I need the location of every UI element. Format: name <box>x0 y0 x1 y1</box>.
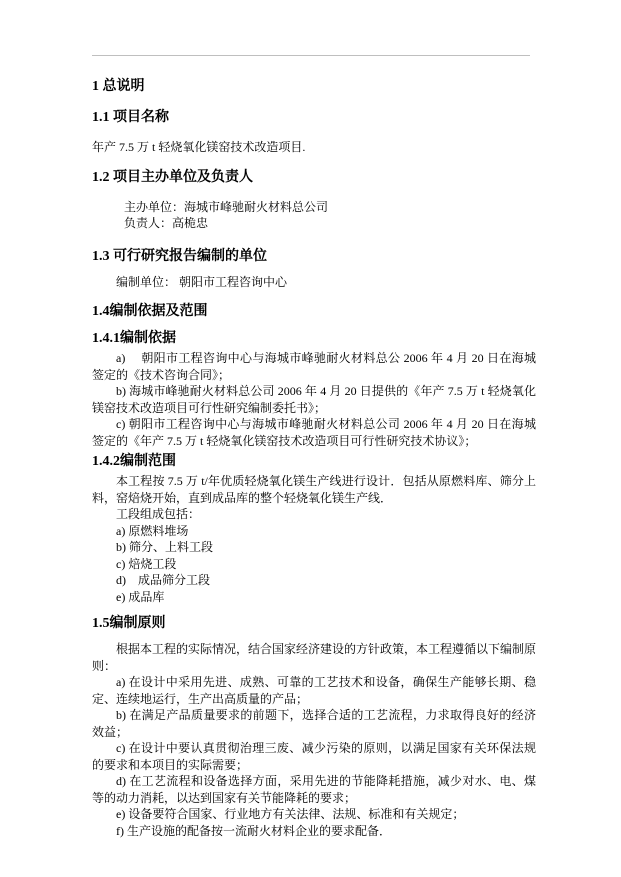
paragraph-principle-d: d) 在工艺流程和设备选择方面，采用先进的节能降耗措施，减少对水、电、煤等的动力消耗，以达到国家有关节能降耗的要求； <box>92 774 536 805</box>
paragraph-principle-f: f) 生产设施的配备按一流耐火材料企业的要求配备． <box>116 823 391 838</box>
list-item-section-c: c) 焙烧工段 <box>116 556 177 571</box>
paragraph-principles-intro: 根据本工程的实际情况，结合国家经济建设的方针政策，本工程遵循以下编制原则： <box>92 642 537 673</box>
paragraph-project-name: 年产 7.5 万 t 轻烧氧化镁窑技术改造项目. <box>92 140 306 154</box>
heading-project-organizer: 1.2 项目主办单位及负责人 <box>92 169 253 185</box>
paragraph-compiling-unit: 编制单位： 朝阳市工程咨询中心 <box>116 274 288 289</box>
heading-compilation-basis: 1.4.1编制依据 <box>92 331 176 346</box>
paragraph-principle-a: a) 在设计中采用先进、成熟、可靠的工艺技术和设备，确保生产能够长期、稳定、连续地运行，生产出高质量的产品； <box>92 675 536 706</box>
heading-compilation-principles: 1.5编制原则 <box>92 616 166 631</box>
heading-basis-and-scope: 1.4编制依据及范围 <box>92 304 208 319</box>
paragraph-basis-a: a) 朝阳市工程咨询中心与海城市峰驰耐火材料总公 2006 年 4 月 20 日在海城签定的《技术咨询合同》； <box>92 351 536 382</box>
document-body <box>92 0 536 839</box>
heading-report-compiler: 1.3 可行研究报告编制的单位 <box>92 248 267 264</box>
paragraph-sections-intro: 工段组成包括： <box>116 507 201 521</box>
list-item-section-d: d) 成品筛分工段 <box>116 573 210 587</box>
paragraph-principle-e: e) 设备要符合国家、行业地方有关法律、法规、标准和有关规定； <box>116 807 465 821</box>
list-item-section-e: e) 成品库 <box>116 589 165 604</box>
paragraph-principle-c: c) 在设计中要认真贯彻治理三废、减少污染的原则，以满足国家有关环保法规的要求和本项目的实际需要； <box>92 741 536 772</box>
heading-project-name: 1.1 项目名称 <box>92 110 169 125</box>
paragraph-scope-intro: 本工程按 7.5 万 t/年优质轻烧氧化镁生产线进行设计．包括从原燃料库、筛分上料，窑焙烧开始，直到成品库的整个轻烧氧化镁生产线． <box>92 474 536 505</box>
paragraph-basis-c: c) 朝阳市工程咨询中心与海城市峰驰耐火材料总公司 2006 年 4 月 20 日在海城签定的《年产 7.5 万 t 轻烧氧化镁窑技术改造项目可行性研究技术协议》； <box>92 417 536 448</box>
paragraph-principle-b: b) 在满足产品质量要求的前题下，选择合适的工艺流程，力求取得良好的经济效益； <box>92 708 536 739</box>
heading-compilation-scope: 1.4.2编制范围 <box>92 454 176 469</box>
paragraph-organizer: 主办单位：海城市峰驰耐火材料总公司 <box>124 199 329 214</box>
heading-overview: 1 总说明 <box>92 79 145 94</box>
paragraph-basis-b: b) 海城市峰驰耐火材料总公司 2006 年 4 月 20 日提供的《年产 7.5 万 t 轻烧氧化镁窑技术改造项目可行性研究编制委托书》； <box>92 384 536 415</box>
list-item-section-b: b) 筛分、上料工段 <box>116 540 213 554</box>
list-item-section-a: a) 原燃料堆场 <box>116 523 189 538</box>
paragraph-person-in-charge: 负责人：高桅忠 <box>124 216 209 230</box>
